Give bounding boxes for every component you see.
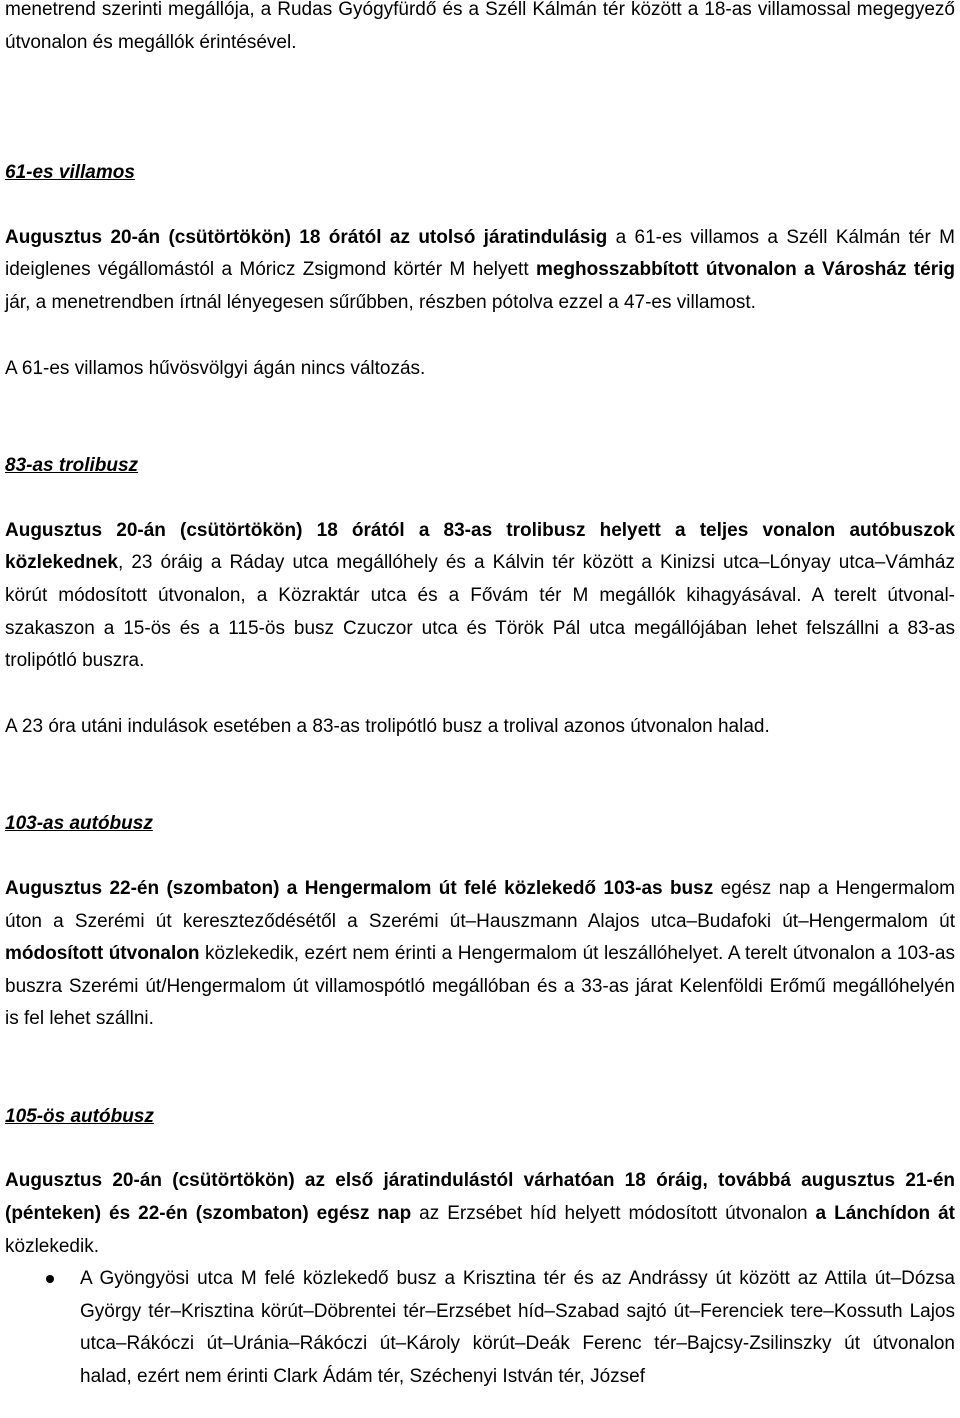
section-title-83-text: 83-as trolibusz [5,455,139,477]
section-title-103 [5,808,955,841]
section-title-105 [5,1101,955,1134]
paragraph-61-bold-2: meghosszabbított útvonalon a Városház térig [535,259,955,281]
bullet-list-105 [5,1263,955,1393]
paragraph-103-bold-1: Augusztus 22-én (szombaton) a Hengermalom út felé közlekedő 103-as busz [5,877,714,899]
paragraph-103-text-2: közlekedik, ezért nem érinti a Hengermalom út leszállóhelyet. A terelt útvonalon a 103-as buszra Szerémi út/Hengermalom út villamospótló megállóban és a 33-as járat Kelenföldi Erőmű megállóhelyén is fel lehet szállni. [5,943,955,1030]
paragraph-83-main [5,515,955,678]
paragraph-83-note: A 23 óra utáni indulások esetében a 83-as trolipótló busz a trolival azonos útvonalon halad. [5,715,770,737]
section-title-103-text: 103-as autóbusz [5,813,153,835]
paragraph-103-main [5,873,955,1036]
section-title-105-text: 105-ös autóbusz [5,1105,154,1127]
paragraph-61-text-2: jár, a menetrendben írtnál lényegesen sűrűbben, részben pótolva ezzel a 47-es villamost. [5,291,756,313]
paragraph-61-bold-1: Augusztus 20-án (csütörtökön) 18 órától az utolsó járatindulásig [5,226,608,248]
paragraph-105-main [5,1165,955,1263]
paragraph-61-note: A 61-es villamos hűvösvölgyi ágán nincs változás. [5,357,426,379]
section-title-83 [5,450,955,483]
paragraph-83-text-1: , 23 óráig a Ráday utca megállóhely és a Kálvin tér között a Kinizsi utca–Lónyay utca–Vámház körút módosított útvonalon, a Közraktár utca és a Fővám tér M megállók kihagyásával. A terelt útvonal-szakaszon a 15-ös és a 115-ös busz Czuczor utca és Török Pál utca megállójában lehet felszállni a 83-as trolipótló buszra. [5,552,955,672]
paragraph-61-main [5,222,955,320]
paragraph-103-text-1: egész nap a Hengermalom úton a Szerémi út kereszteződésétől a Szerémi út–Hauszmann Alajos utca–Budafoki út–Hengermalom út [5,877,955,932]
paragraph-105-bold-1: Augusztus 20-án (csütörtökön) az első járatindulástól várhatóan 18 óráig, továbbá augusztus 21-én (pénteken) és 22-én (szombaton) egész nap [5,1170,955,1225]
intro-paragraph: menetrend szerinti megállója, a Rudas Gyógyfürdő és a Széll Kálmán tér között a 18-as villamossal megegyező útvonalon és megállók érintésével. [5,0,955,53]
paragraph-61-text-1: a 61-es villamos a Széll Kálmán tér M ideiglenes végállomástól a Móricz Zsigmond körtér M helyett [5,226,956,281]
paragraph-103-bold-2: módosított útvonalon [5,943,200,965]
paragraph-105-text-1: az Erzsébet híd helyett módosított útvonalon [411,1203,816,1225]
paragraph-105-bold-2: a Lánchídon át [815,1203,955,1225]
paragraph-83-bold-1: Augusztus 20-án (csütörtökön) 18 órától a 83-as trolibusz helyett a teljes vonalon autóbuszok közlekednek [5,519,955,574]
section-title-61-text: 61-es villamos [5,162,135,184]
list-item: A Gyöngyösi utca M felé közlekedő busz a Krisztina tér és az Andrássy út között az Attila út–Dózsa György tér–Krisztina körút–Döbrentei tér–Erzsébet híd–Szabad sajtó út–Ferenciek tere–Kossuth Lajos utca–Rákóczi út–Uránia–Rákóczi út–Károly körút–Deák Ferenc tér–Bajcsy-Zsilinszky út útvonalon halad, ezért nem érinti Clark Ádám tér, Széchenyi István tér, József [5,1263,955,1393]
paragraph-105-text-2: közlekedik. [5,1235,99,1257]
section-title-61 [5,157,955,190]
